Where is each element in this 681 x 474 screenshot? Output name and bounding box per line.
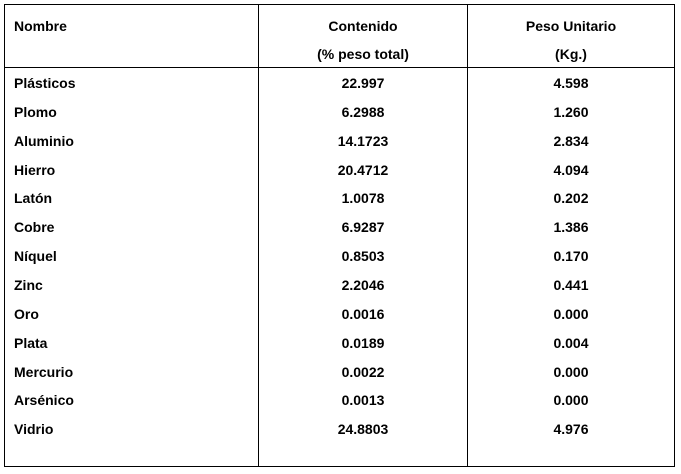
header-name: Nombre [14, 18, 67, 34]
row-name: Arsénico [14, 392, 74, 408]
row-name: Mercurio [14, 364, 74, 380]
row-weight: 0.000 [553, 364, 589, 380]
row-name: Hierro [14, 162, 56, 178]
row-content: 24.8803 [337, 421, 389, 437]
header-content-line2: (% peso total) [317, 46, 409, 62]
row-name: Vidrio [14, 421, 54, 437]
row-content: 1.0078 [341, 190, 385, 206]
row-name: Plásticos [14, 75, 76, 91]
header-divider [5, 67, 674, 68]
row-name: Aluminio [14, 133, 74, 149]
row-content: 6.2988 [341, 104, 385, 120]
row-content: 0.0189 [341, 335, 385, 351]
row-content: 6.9287 [341, 219, 385, 235]
row-weight: 0.000 [553, 306, 589, 322]
header-weight-line1: Peso Unitario [525, 18, 617, 34]
row-weight: 0.170 [553, 248, 589, 264]
row-name: Plomo [14, 104, 57, 120]
row-weight: 4.976 [553, 421, 589, 437]
row-weight: 0.441 [553, 277, 589, 293]
row-content: 0.0013 [341, 392, 385, 408]
row-weight: 0.004 [553, 335, 589, 351]
row-weight: 4.094 [553, 162, 589, 178]
row-weight: 1.386 [553, 219, 589, 235]
row-content: 0.8503 [341, 248, 385, 264]
row-name: Plata [14, 335, 48, 351]
row-name: Níquel [14, 248, 57, 264]
row-content: 0.0022 [341, 364, 385, 380]
row-content: 20.4712 [337, 162, 389, 178]
header-content-line1: Contenido [328, 18, 398, 34]
row-weight: 0.000 [553, 392, 589, 408]
row-content: 2.2046 [341, 277, 385, 293]
row-name: Latón [14, 190, 53, 206]
row-name: Oro [14, 306, 39, 322]
row-content: 0.0016 [341, 306, 385, 322]
materials-table [4, 4, 675, 467]
row-weight: 2.834 [553, 133, 589, 149]
row-name: Zinc [14, 277, 43, 293]
row-content: 14.1723 [337, 133, 389, 149]
row-name: Cobre [14, 219, 55, 235]
row-weight: 4.598 [553, 75, 589, 91]
row-content: 22.997 [341, 75, 385, 91]
header-weight-line2: (Kg.) [555, 46, 587, 62]
row-weight: 0.202 [553, 190, 589, 206]
row-weight: 1.260 [553, 104, 589, 120]
